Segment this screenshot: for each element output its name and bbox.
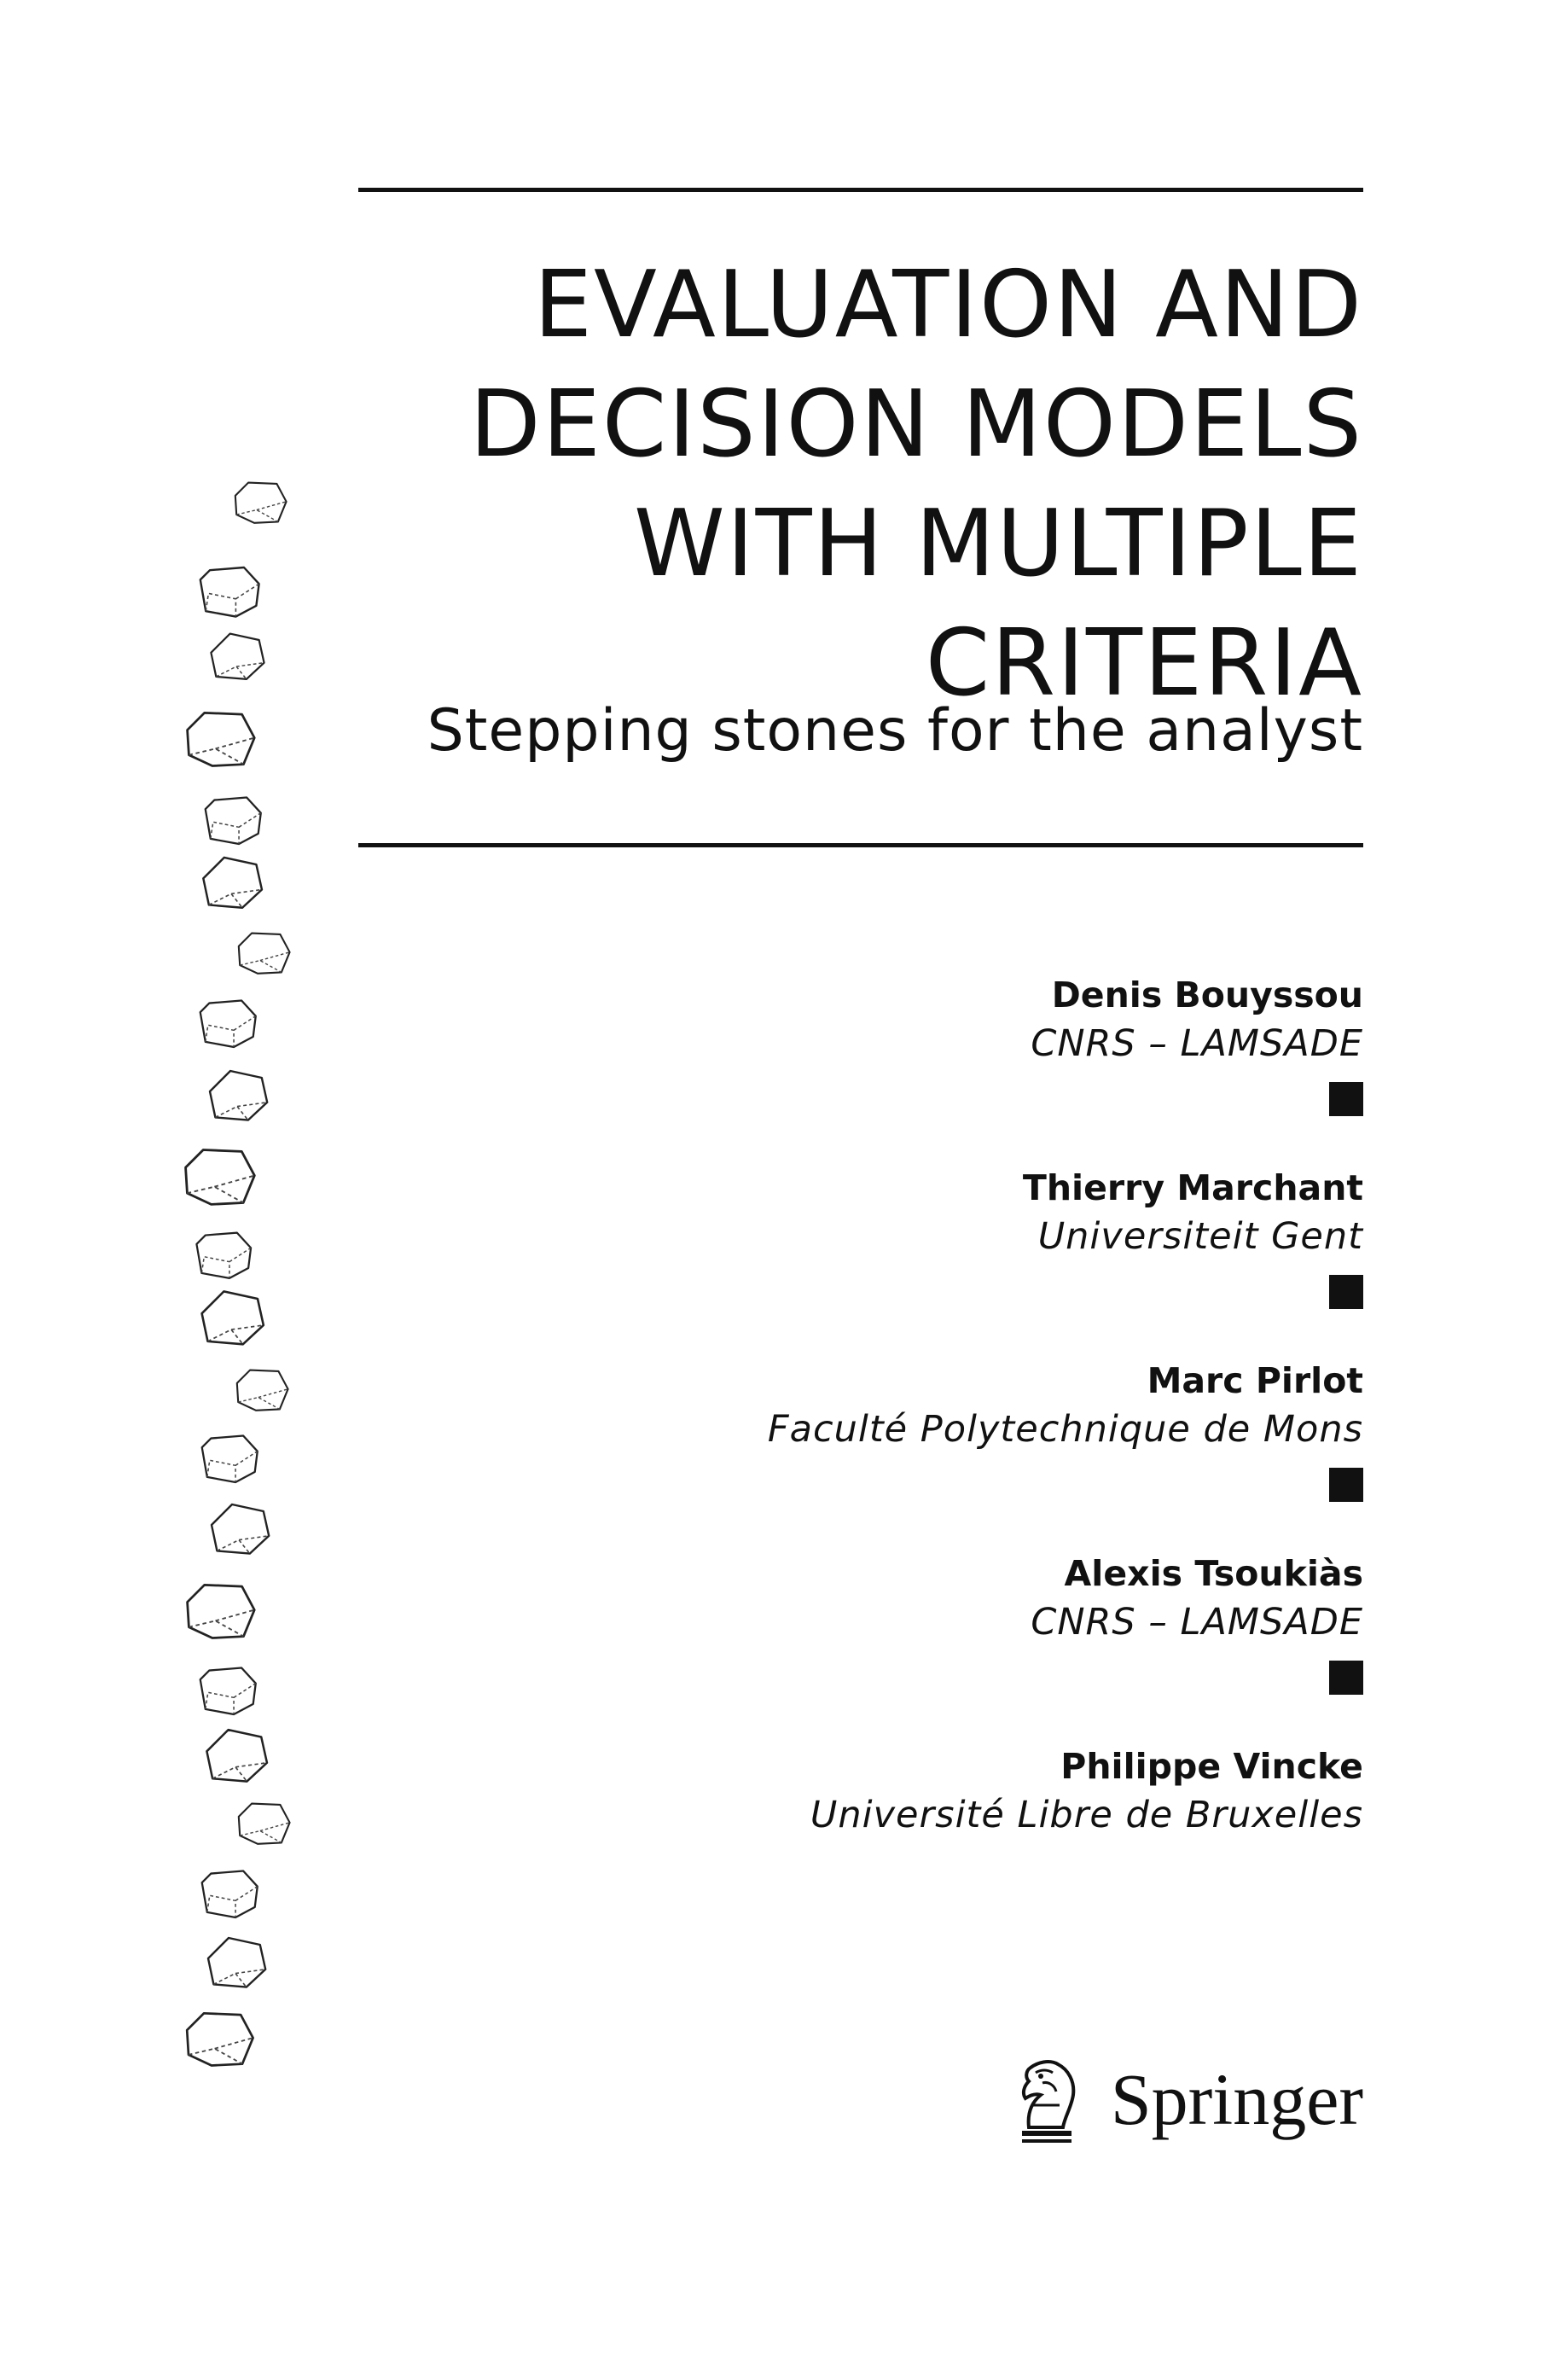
stepping-stone-icon	[198, 1432, 263, 1485]
stepping-stone-icon	[181, 2007, 258, 2070]
publisher-name: Springer	[1110, 2058, 1363, 2140]
author-name: Philippe Vincke	[1060, 1746, 1363, 1787]
separator-square-icon	[1329, 1468, 1363, 1502]
author-affiliation: Faculté Polytechnique de Mons	[767, 1408, 1363, 1451]
stepping-stone-icon	[234, 928, 293, 977]
author-entry	[254, 1743, 1363, 1840]
stepping-stone-icon	[196, 1664, 261, 1717]
stepping-stone-icon	[230, 478, 290, 527]
separator-square-icon	[1329, 1275, 1363, 1309]
separator-square-icon	[1329, 1661, 1363, 1695]
stepping-stone-icon	[196, 997, 261, 1050]
author-name: Denis Bouyssou	[1051, 975, 1363, 1015]
springer-knight-icon	[1003, 2052, 1092, 2146]
author-list	[254, 971, 1363, 1840]
author-name: Alexis Tsoukiàs	[1064, 1553, 1363, 1594]
author-affiliation: CNRS – LAMSADE	[1031, 1022, 1363, 1065]
title-line: EVALUATION AND	[533, 252, 1363, 358]
stepping-stone-icon	[201, 794, 266, 847]
stepping-stone-icon	[193, 1229, 256, 1281]
stepping-stone-icon	[196, 853, 266, 911]
book-title	[254, 246, 1363, 724]
stepping-stone-icon	[181, 1579, 259, 1643]
author-affiliation: Université Libre de Bruxelles	[810, 1794, 1363, 1836]
stepping-stone-icon	[201, 1934, 270, 1990]
stepping-stone-icon	[179, 1143, 259, 1209]
title-line: CRITERIA	[925, 610, 1363, 717]
author-affiliation: CNRS – LAMSADE	[1031, 1601, 1363, 1644]
book-subtitle: Stepping stones for the analyst	[427, 697, 1363, 765]
title-line: WITH MULTIPLE	[633, 491, 1363, 597]
author-entry	[254, 1550, 1363, 1695]
stepping-stone-icon	[205, 630, 268, 682]
separator-square-icon	[1329, 1082, 1363, 1116]
bottom-rule	[358, 843, 1363, 847]
author-name: Marc Pirlot	[1147, 1360, 1363, 1401]
author-affiliation: Universiteit Gent	[1037, 1215, 1363, 1258]
stepping-stone-icon	[198, 1867, 263, 1920]
author-name: Thierry Marchant	[1022, 1167, 1363, 1208]
top-rule	[358, 188, 1363, 192]
author-entry	[254, 971, 1363, 1116]
stepping-stone-icon	[181, 707, 259, 771]
author-entry	[254, 1357, 1363, 1502]
publisher-logo	[1003, 2052, 1363, 2146]
stepping-stone-icon	[196, 563, 264, 620]
author-entry	[254, 1164, 1363, 1309]
title-line: DECISION MODELS	[469, 371, 1363, 478]
